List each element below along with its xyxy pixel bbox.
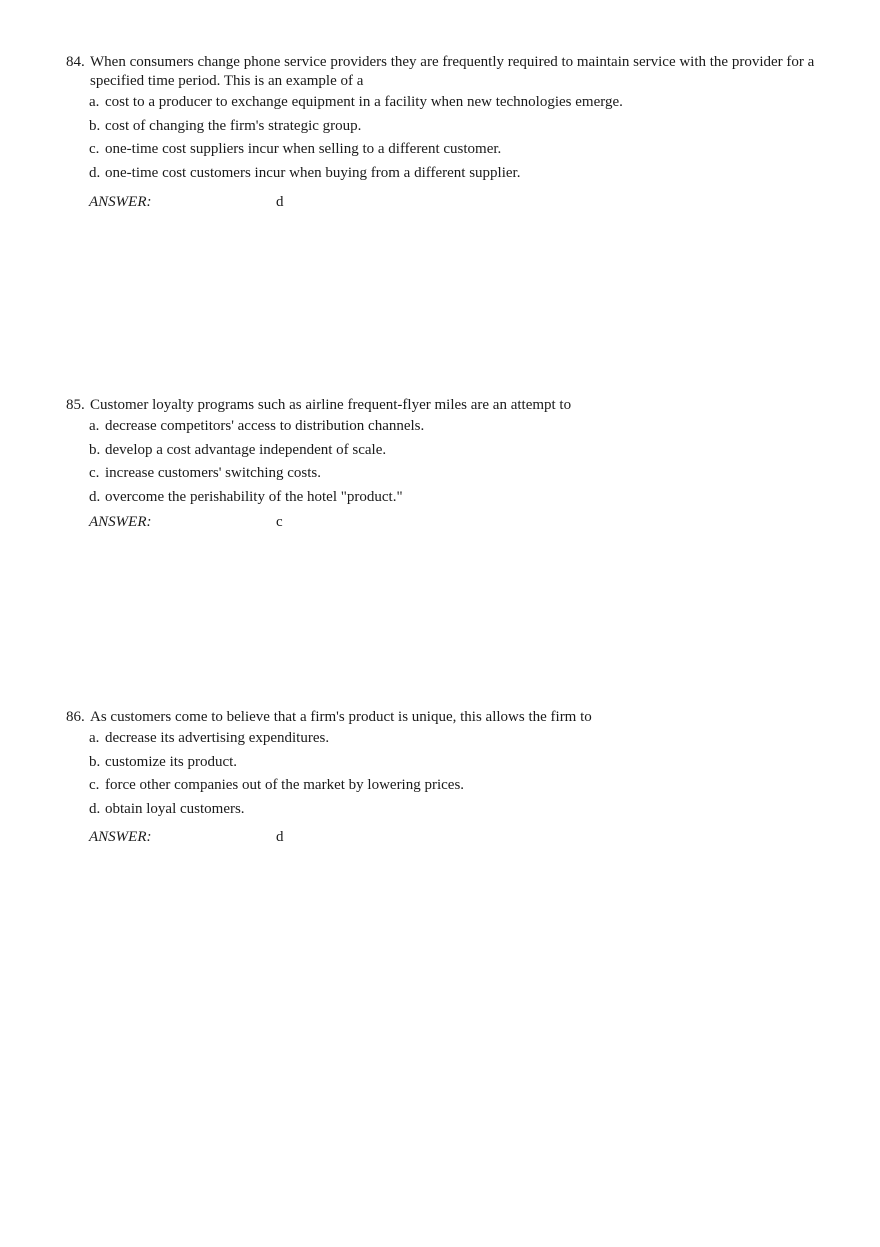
option-text: one-time cost suppliers incur when selling to a different customer. — [105, 141, 502, 158]
option-d — [89, 800, 836, 819]
option-letter: a. — [89, 730, 100, 746]
question-86 — [66, 708, 836, 847]
answer-row — [89, 193, 836, 212]
option-letter: d. — [89, 800, 101, 817]
answer-value: d — [276, 193, 284, 210]
option-text: cost to a producer to exchange equipment in a facility when new technologies emerge. — [105, 94, 623, 110]
option-text: customize its product. — [105, 753, 238, 770]
option-a — [89, 93, 836, 112]
option-c — [89, 140, 836, 159]
option-text: decrease its advertising expenditures. — [105, 730, 330, 746]
option-c — [89, 464, 836, 483]
option-b — [89, 117, 836, 136]
option-a — [89, 729, 836, 748]
answer-label: ANSWER: — [89, 513, 152, 530]
answer-options — [89, 729, 836, 819]
question-number: 85. — [66, 397, 85, 413]
option-a — [89, 417, 836, 436]
option-letter: a. — [89, 94, 100, 110]
option-text: cost of changing the firm's strategic group. — [105, 117, 362, 134]
option-text: overcome the perishability of the hotel "product." — [105, 488, 403, 505]
question-text: Customer loyalty programs such as airline frequent-flyer miles are an attempt to — [90, 397, 572, 413]
option-c — [89, 776, 836, 795]
option-letter: a. — [89, 418, 100, 434]
option-letter: c. — [89, 465, 100, 482]
option-letter: d. — [89, 488, 101, 505]
answer-label: ANSWER: — [89, 828, 152, 845]
option-letter: b. — [89, 117, 101, 134]
question-text: As customers come to believe that a firm's product is unique, this allows the firm to — [90, 709, 592, 725]
question-text: When consumers change phone service providers they are frequently required to maintain service with the provider for a specified time period. This is an example of a — [90, 54, 815, 89]
question-stem — [66, 53, 836, 91]
answer-value: c — [276, 513, 283, 530]
option-letter: c. — [89, 141, 100, 158]
option-text: force other companies out of the market by lowering prices. — [105, 777, 465, 794]
question-number: 86. — [66, 709, 85, 725]
option-letter: d. — [89, 164, 101, 181]
option-text: obtain loyal customers. — [105, 800, 245, 817]
answer-row — [89, 828, 836, 847]
answer-options — [89, 417, 836, 507]
option-letter: b. — [89, 753, 101, 770]
option-b — [89, 753, 836, 772]
question-84 — [66, 53, 836, 212]
option-text: increase customers' switching costs. — [105, 465, 321, 482]
option-letter: c. — [89, 777, 100, 794]
option-d — [89, 488, 836, 507]
option-text: decrease competitors' access to distribution channels. — [105, 418, 425, 434]
answer-options — [89, 93, 836, 183]
option-d — [89, 164, 836, 183]
question-85 — [66, 396, 836, 532]
answer-value: d — [276, 828, 284, 845]
option-b — [89, 441, 836, 460]
option-letter: b. — [89, 441, 101, 458]
option-text: one-time cost customers incur when buying from a different supplier. — [105, 164, 521, 181]
question-stem — [66, 396, 836, 415]
question-number: 84. — [66, 54, 85, 70]
option-text: develop a cost advantage independent of scale. — [105, 441, 387, 458]
question-stem — [66, 708, 836, 727]
answer-row — [89, 513, 836, 532]
answer-label: ANSWER: — [89, 193, 152, 210]
